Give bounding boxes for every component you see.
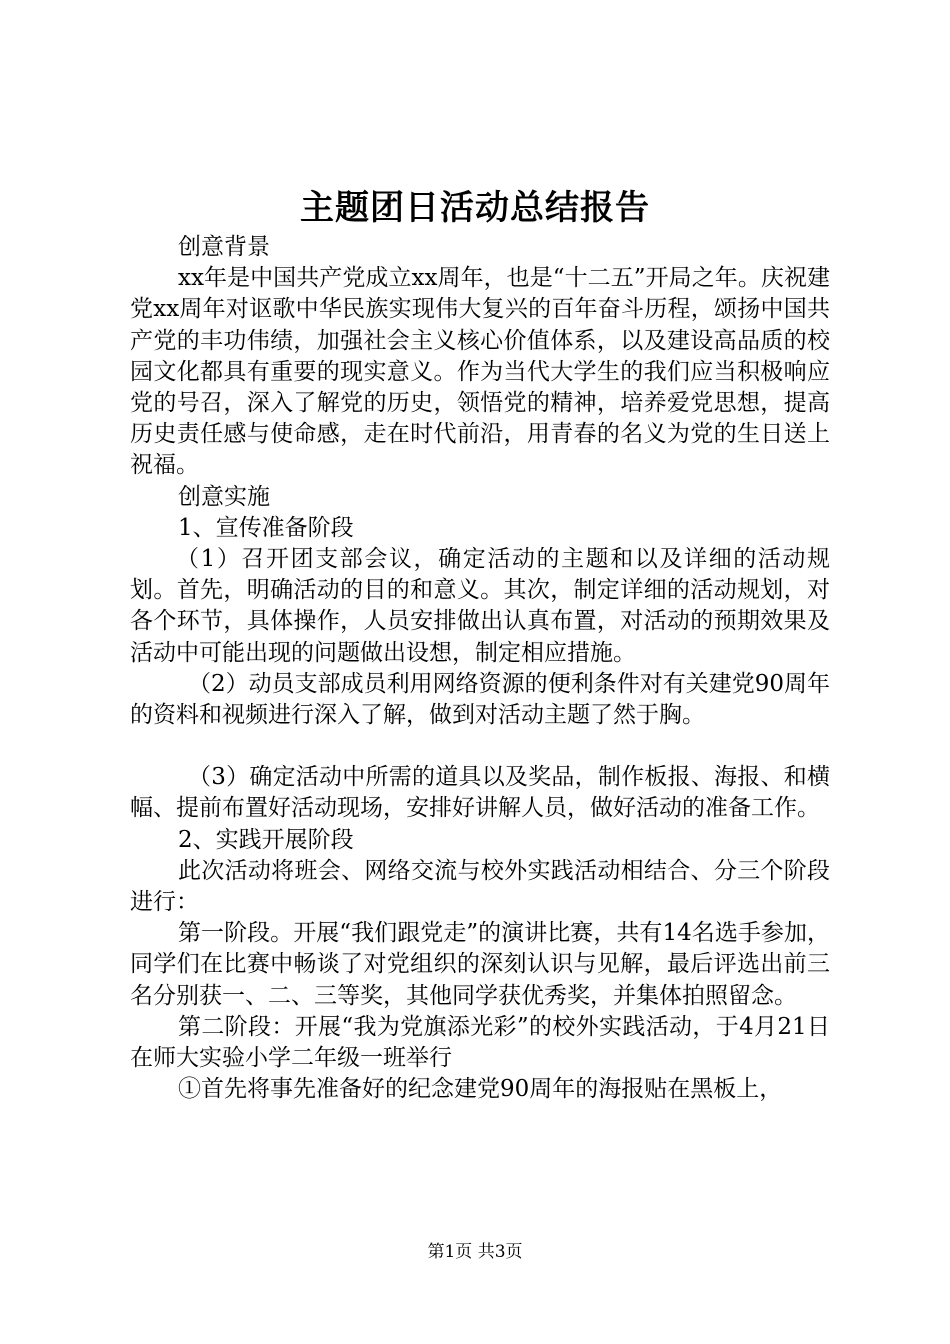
paragraph-background: xx年是中国共产党成立xx周年，也是“十二五”开局之年。庆祝建党xx周年对讴歌中华民族实现伟大复兴的百年奋斗历程，颂扬中国共产党的丰功伟绩，加强社会主义核心价值体系，以及建设高品质的校园文化都具有重要的现实意义。作为当代大学生的我们应当积极响应党的号召，深入了解党的历史，领悟党的精神，培养爱党思想，提高历史责任感与使命感，走在时代前沿，用青春的名义为党的生日送上祝福。 [130, 265, 830, 479]
paragraph-phase-2-item-1: ①首先将事先准备好的纪念建党90周年的海报贴在黑板上， [178, 1076, 783, 1103]
paragraph-step-2: （2）动员支部成员利用网络资源的便利条件对有关建党90周年的资料和视频进行深入了解，做到对活动主题了然于胸。 [130, 670, 830, 729]
section-heading-background: 创意背景 [178, 234, 270, 260]
page-footer: 第1页 共3页 [427, 1242, 523, 1262]
subsection-heading-practice: 2、实践开展阶段 [178, 826, 354, 853]
page-title: 主题团日活动总结报告 [300, 188, 650, 228]
section-heading-implementation: 创意实施 [178, 483, 270, 510]
paragraph-practice-intro: 此次活动将班会、网络交流与校外实践活动相结合、分三个阶段进行： [130, 857, 830, 916]
paragraph-phase-1: 第一阶段。开展“我们跟党走”的演讲比赛，共有14名选手参加，同学们在比赛中畅谈了对党组织的深刻认识与见解，最后评选出前三名分别获一、二、三等奖，其他同学获优秀奖，并集体拍照留念。 [130, 920, 830, 1009]
paragraph-step-1: （1）召开团支部会议，确定活动的主题和以及详细的活动规划。首先，明确活动的目的和意义。其次，制定详细的活动规划，对各个环节，具体操作，人员安排做出认真布置，对活动的预期效果及活动中可能出现的问题做出设想，制定相应措施。 [130, 546, 830, 666]
blank-line [130, 731, 830, 762]
subsection-heading-preparation: 1、宣传准备阶段 [178, 514, 354, 541]
paragraph-phase-2: 第二阶段：开展“我为党旗添光彩”的校外实践活动，于4月21日在师大实验小学二年级一班举行 [130, 1013, 830, 1072]
document-body [130, 232, 830, 1105]
paragraph-step-3: （3）确定活动中所需的道具以及奖品，制作板报、海报、和横幅、提前布置好活动现场，安排好讲解人员，做好活动的准备工作。 [130, 764, 830, 822]
